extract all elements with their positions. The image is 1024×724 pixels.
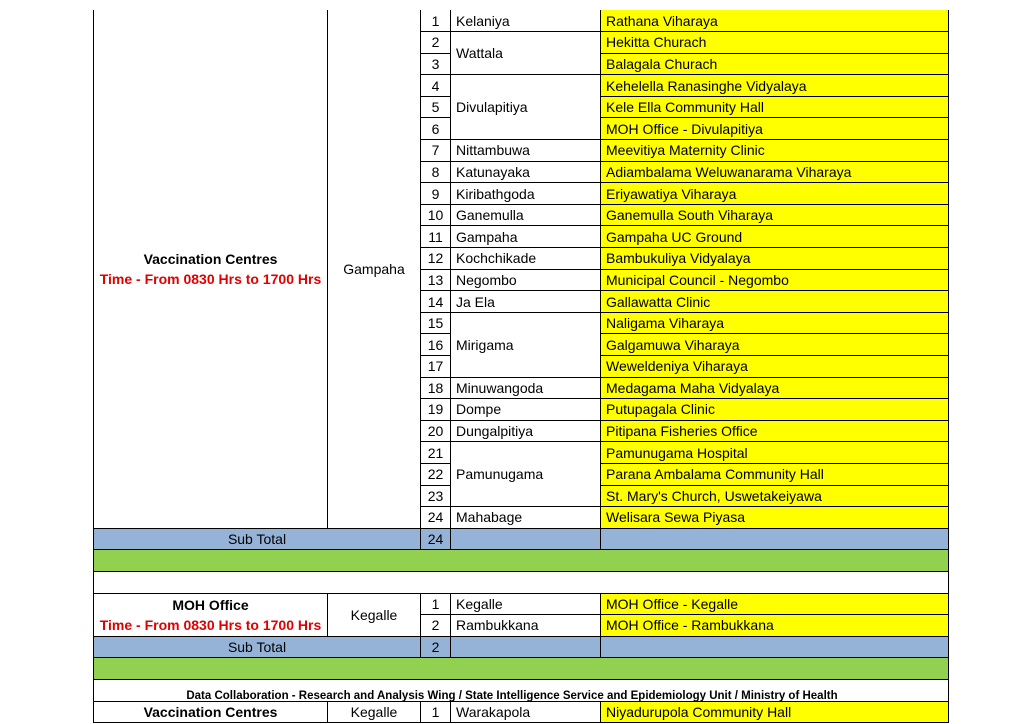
category-label: Vaccination Centres — [143, 703, 278, 720]
category-cell — [94, 701, 328, 723]
centre-name: Medagama Maha Vidyalaya — [601, 377, 949, 399]
centre-name: Niyadurupola Community Hall — [601, 701, 949, 723]
subtotal-value: 24 — [421, 528, 451, 550]
centre-name: MOH Office - Kegalle — [601, 593, 949, 615]
centre-name: Hekitta Churach — [601, 32, 949, 54]
moh-area: Warakapola — [451, 701, 601, 723]
centre-name: Ganemulla South Viharaya — [601, 204, 949, 226]
centre-name: Welisara Sewa Piyasa — [601, 507, 949, 529]
centre-name: Kele Ella Community Hall — [601, 96, 949, 118]
row-number: 1 — [421, 701, 451, 723]
centre-name: Meevitiya Maternity Clinic — [601, 140, 949, 162]
subtotal-value: 2 — [421, 636, 451, 658]
moh-area: Pamunugama — [451, 442, 601, 507]
centre-name: Gallawatta Clinic — [601, 291, 949, 313]
separator-row — [94, 550, 949, 572]
row-number: 9 — [421, 183, 451, 205]
separator-row — [94, 658, 949, 680]
separator-bar — [94, 658, 949, 680]
row-number: 24 — [421, 507, 451, 529]
district-cell: Kegalle — [328, 593, 421, 636]
row-number: 23 — [421, 485, 451, 507]
moh-area: Kiribathgoda — [451, 183, 601, 205]
moh-area: Nittambuwa — [451, 140, 601, 162]
centre-name: Weweldeniya Viharaya — [601, 356, 949, 378]
moh-area: Katunayaka — [451, 161, 601, 183]
row-number: 4 — [421, 75, 451, 97]
row-number: 15 — [421, 312, 451, 334]
row-number: 5 — [421, 96, 451, 118]
row-number: 2 — [421, 615, 451, 637]
footer-credit: Data Collaboration - Research and Analysis Wing / State Intelligence Service and Epidemiology Unit / Ministry of Health — [186, 690, 838, 702]
row-number: 18 — [421, 377, 451, 399]
moh-area: Wattala — [451, 32, 601, 75]
moh-area: Negombo — [451, 269, 601, 291]
centre-name: Municipal Council - Negombo — [601, 269, 949, 291]
centre-name: Kehelella Ranasinghe Vidyalaya — [601, 75, 949, 97]
row-number: 21 — [421, 442, 451, 464]
row-number: 1 — [421, 593, 451, 615]
subtotal-row — [94, 636, 949, 658]
moh-area: Kochchikade — [451, 248, 601, 270]
subtotal-blank — [451, 636, 601, 658]
row-number: 14 — [421, 291, 451, 313]
centre-name: Pitipana Fisheries Office — [601, 420, 949, 442]
row-number: 2 — [421, 32, 451, 54]
subtotal-label: Sub Total — [94, 636, 421, 658]
category-cell — [94, 10, 328, 528]
moh-area: Minuwangoda — [451, 377, 601, 399]
spacer-row — [94, 571, 949, 593]
moh-area: Mahabage — [451, 507, 601, 529]
centre-name: Galgamuwa Viharaya — [601, 334, 949, 356]
moh-area: Rambukkana — [451, 615, 601, 637]
row-number: 11 — [421, 226, 451, 248]
district-cell: Kegalle — [328, 701, 421, 723]
category-cell — [94, 593, 328, 636]
centre-name: Eriyawatiya Viharaya — [601, 183, 949, 205]
centre-name: Bambukuliya Vidyalaya — [601, 248, 949, 270]
vaccination-centres-table — [93, 10, 949, 723]
row-number: 7 — [421, 140, 451, 162]
moh-area: Kegalle — [451, 593, 601, 615]
row-number: 10 — [421, 204, 451, 226]
subtotal-blank — [601, 636, 949, 658]
centre-name: Pamunugama Hospital — [601, 442, 949, 464]
time-label: Time - From 0830 Hrs to 1700 Hrs — [99, 270, 322, 287]
row-number: 19 — [421, 399, 451, 421]
moh-area: Gampaha — [451, 226, 601, 248]
moh-area: Dompe — [451, 399, 601, 421]
moh-area: Ja Ela — [451, 291, 601, 313]
subtotal-blank — [451, 528, 601, 550]
row-number: 1 — [421, 10, 451, 32]
centre-name: Parana Ambalama Community Hall — [601, 463, 949, 485]
row-number: 17 — [421, 356, 451, 378]
moh-area: Dungalpitiya — [451, 420, 601, 442]
centre-name: Putupagala Clinic — [601, 399, 949, 421]
centre-name: Rathana Viharaya — [601, 10, 949, 32]
row-number: 8 — [421, 161, 451, 183]
subtotal-label: Sub Total — [94, 528, 421, 550]
row-number: 16 — [421, 334, 451, 356]
table-row — [94, 701, 949, 723]
district-cell: Gampaha — [328, 10, 421, 528]
centre-name: Adiambalama Weluwanarama Viharaya — [601, 161, 949, 183]
moh-area: Divulapitiya — [451, 75, 601, 140]
moh-area: Ganemulla — [451, 204, 601, 226]
row-number: 20 — [421, 420, 451, 442]
subtotal-blank — [601, 528, 949, 550]
time-label: Time - From 0830 Hrs to 1700 Hrs — [99, 616, 322, 633]
centre-name: Balagala Churach — [601, 53, 949, 75]
row-number: 13 — [421, 269, 451, 291]
separator-bar — [94, 550, 949, 572]
centre-name: MOH Office - Divulapitiya — [601, 118, 949, 140]
centre-name: St. Mary's Church, Uswetakeiyawa — [601, 485, 949, 507]
table-row — [94, 10, 949, 32]
subtotal-row — [94, 528, 949, 550]
spacer — [94, 571, 949, 593]
row-number: 6 — [421, 118, 451, 140]
centre-name: MOH Office - Rambukkana — [601, 615, 949, 637]
moh-area: Mirigama — [451, 312, 601, 377]
row-number: 22 — [421, 463, 451, 485]
table-row — [94, 593, 949, 615]
row-number: 3 — [421, 53, 451, 75]
category-label: Vaccination Centres — [143, 250, 278, 267]
moh-area: Kelaniya — [451, 10, 601, 32]
row-number: 12 — [421, 248, 451, 270]
category-label: MOH Office — [172, 596, 249, 613]
centre-name: Naligama Viharaya — [601, 312, 949, 334]
centre-name: Gampaha UC Ground — [601, 226, 949, 248]
